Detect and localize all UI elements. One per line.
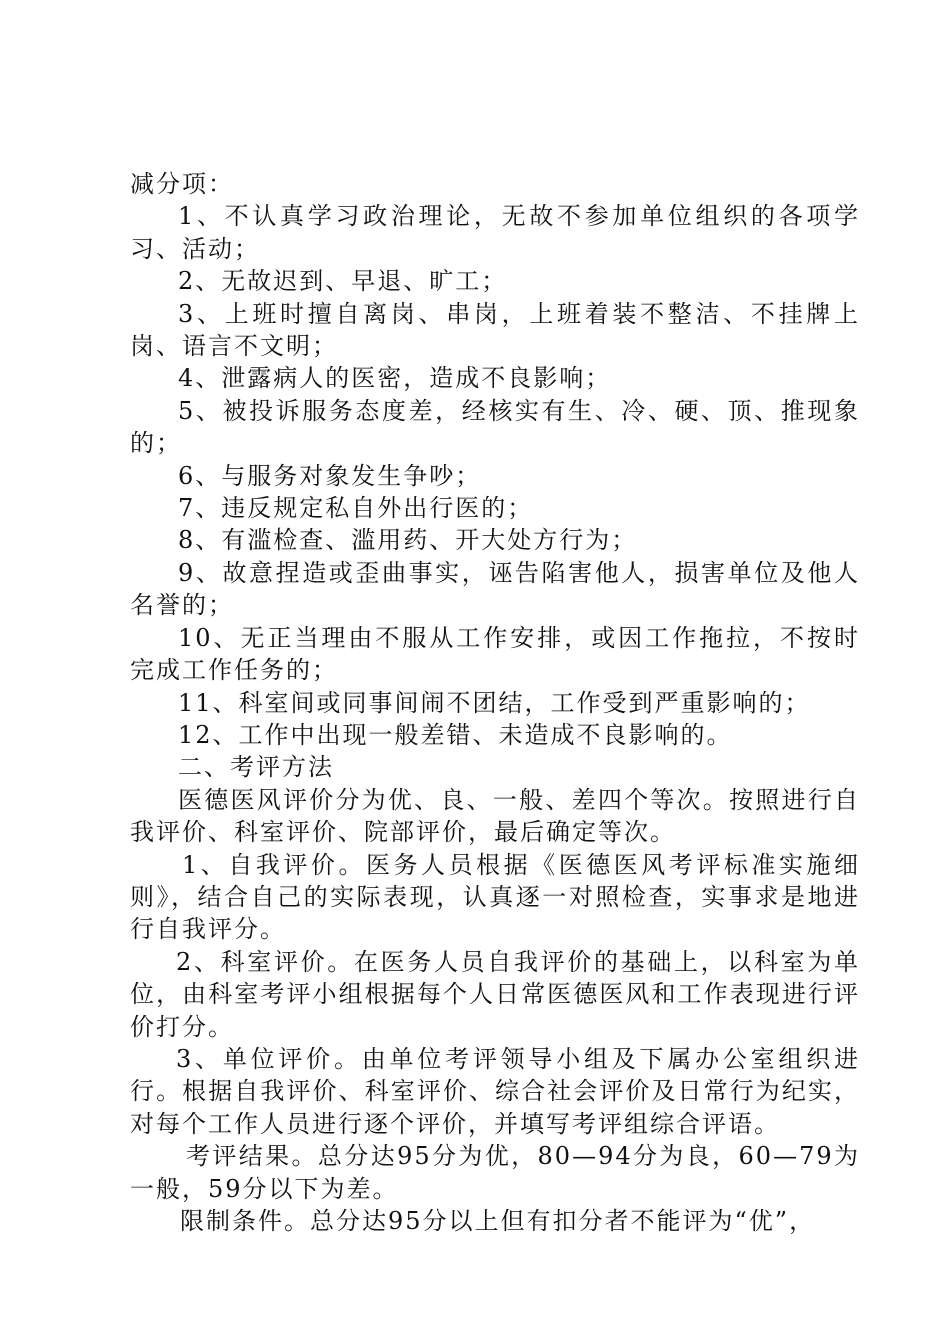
deduction-item-8: 8、有滥检查、滥用药、开大处方行为； (178, 526, 638, 555)
deduction-item-3: 3、上班时擅自离岗、串岗，上班着装不整洁、不挂牌上岗、语言不文明； (130, 299, 860, 361)
deduction-item-6: 6、与服务对象发生争吵； (178, 461, 482, 490)
deduction-item-11: 11、科室间或同事间闹不团结，工作受到严重影响的； (178, 688, 811, 717)
deduction-item-4: 4、泄露病人的医密，造成不良影响； (178, 364, 612, 393)
deduction-item-5: 5、被投诉服务态度差，经核实有生、冷、硬、顶、推现象的； (130, 396, 860, 458)
deduction-item-12: 12、工作中出现一般差错、未造成不良影响的。 (178, 720, 733, 749)
deduction-item-10: 10、无正当理由不服从工作安排，或因工作拖拉，不按时完成工作任务的； (130, 623, 860, 685)
restriction-condition: 限制条件。总分达95分以上但有扣分者不能评为“优”， (180, 1207, 816, 1235)
deduction-item-2: 2、无故迟到、早退、旷工； (178, 267, 508, 296)
method-unit-evaluation: 3、单位评价。由单位考评领导小组及下属办公室组织进行。根据自我评价、科室评价、综合社会评价及日常行为纪实，对每个工作人员进行逐个评价，并填写考评组综合评语。 (130, 1044, 860, 1138)
method-department-evaluation: 2、科室评价。在医务人员自我评价的基础上，以科室为单位，由科室考评小组根据每个人日常医德医风和工作表现进行评价打分。 (130, 947, 860, 1041)
section-title: 二、考评方法 (178, 753, 334, 782)
deduction-item-9: 9、故意捏造或歪曲事实，诬告陷害他人，损害单位及他人名誉的； (130, 558, 860, 620)
deductions-heading: 减分项： (130, 170, 234, 198)
method-intro: 医德医风评价分为优、良、一般、差四个等次。按照进行自我评价、科室评价、院部评价，最后确定等次。 (130, 785, 860, 847)
document-body (130, 168, 860, 1237)
evaluation-result: 考评结果。总分达95分为优，80—94分为良，60—79为一般，59分以下为差。 (130, 1142, 860, 1203)
deduction-item-7: 7、违反规定私自外出行医的； (178, 494, 534, 523)
method-self-evaluation: 1、自我评价。医务人员根据《医德医风考评标准实施细则》，结合自己的实际表现，认真逐一对照检查，实事求是地进行自我评分。 (130, 850, 860, 944)
deduction-item-1: 1、不认真学习政治理论，无故不参加单位组织的各项学习、活动； (130, 202, 860, 263)
